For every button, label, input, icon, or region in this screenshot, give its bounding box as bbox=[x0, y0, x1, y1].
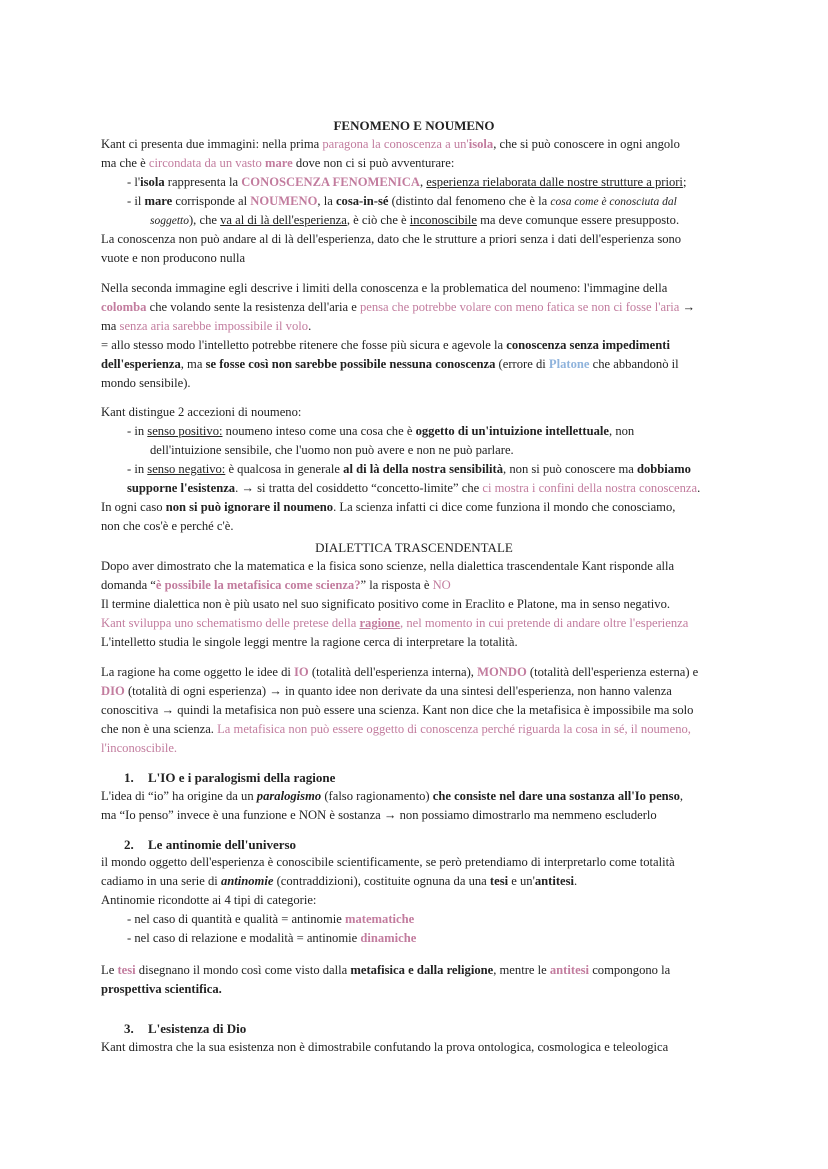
p6-line-1: Le tesi disegnano il mondo così come visto dalla metafisica e dalla religione, mentre le antitesi compongono la bbox=[101, 963, 671, 977]
p1-line-2: ma che è circondata da un vasto mare dove non ci si può avventurare: bbox=[101, 156, 455, 170]
p3-line-1: Kant distingue 2 accezioni di noumeno: bbox=[101, 405, 302, 419]
p1-line-7: vuote e non producono nulla bbox=[101, 251, 246, 265]
p3-line-6: In ogni caso non si può ignorare il noumeno. La scienza infatti ci dice come funziona il mondo che conosciamo, bbox=[101, 500, 676, 514]
p3-line-3: dell'intuizione sensibile, che l'uomo non può avere e non ne può parlare. bbox=[150, 443, 514, 457]
s2-line-4: - nel caso di quantità e qualità = antinomie matematiche bbox=[127, 912, 415, 926]
p2-line-1: Nella seconda immagine egli descrive i limiti della conoscenza e la problematica del noumeno: l'immagine della bbox=[101, 281, 668, 295]
p4-line-5: L'intelletto studia le singole leggi mentre la ragione cerca di interpretare la totalità. bbox=[101, 635, 518, 649]
title-dialettica: DIALETTICA TRASCENDENTALE bbox=[315, 540, 513, 555]
p4-line-1: Dopo aver dimostrato che la matematica e la fisica sono scienze, nella dialettica trascendentale Kant risponde alla bbox=[101, 559, 675, 573]
p5-line-4: che non è una scienza. La metafisica non può essere oggetto di conoscenza perché riguarda la cosa in sé, il noumeno, bbox=[101, 722, 691, 736]
p3-line-5: supporne l'esistenza. → si tratta del cosiddetto “concetto-limite” che ci mostra i confini della nostra conoscenza. bbox=[127, 481, 701, 495]
p2-line-5: dell'esperienza, ma se fosse così non sarebbe possibile nessuna conoscenza (errore di Platone che abbandonò il bbox=[101, 357, 679, 371]
p3-line-2: - in senso positivo: noumeno inteso come una cosa che è oggetto di un'intuizione intellettuale, non bbox=[127, 424, 635, 438]
p2-line-3: ma senza aria sarebbe impossibile il volo. bbox=[101, 319, 312, 333]
title-fenomeno-noumeno: FENOMENO E NOUMENO bbox=[333, 118, 495, 133]
p3-line-4: - in senso negativo: è qualcosa in generale al di là della nostra sensibilità, non si può conoscere ma dobbiamo bbox=[127, 462, 691, 476]
p1-line-5: soggetto), che va al di là dell'esperienza, è ciò che è inconoscibile ma deve comunque essere presupposto. bbox=[150, 213, 680, 227]
p1-line-6: La conoscenza non può andare al di là dell'esperienza, dato che le strutture a priori senza i dati dell'esperienza sono bbox=[101, 232, 682, 246]
s2-line-3: Antinomie ricondotte ai 4 tipi di categorie: bbox=[101, 893, 317, 907]
section-3-heading: 3. L'esistenza di Dio bbox=[124, 1021, 247, 1036]
s3-line-1: Kant dimostra che la sua esistenza non è dimostrabile confutando la prova ontologica, cosmologica e teleologica bbox=[101, 1040, 669, 1054]
p4-line-3: Il termine dialettica non è più usato nel suo significato positivo come in Eraclito e Platone, ma in senso negativo. bbox=[101, 597, 671, 611]
p6-line-2: prospettiva scientifica. bbox=[101, 982, 222, 996]
section-2-heading: 2. Le antinomie dell'universo bbox=[124, 837, 297, 852]
p5-line-5: l'inconoscibile. bbox=[101, 741, 178, 755]
p2-line-2: colomba che volando sente la resistenza dell'aria e pensa che potrebbe volare con meno fatica se non ci fosse l'aria → bbox=[101, 300, 696, 314]
p4-line-2: domanda “è possibile la metafisica come scienza?” la risposta è NO bbox=[101, 578, 451, 592]
p1-line-1: Kant ci presenta due immagini: nella prima paragona la conoscenza a un'isola, che si può conoscere in ogni angolo bbox=[101, 137, 680, 151]
s2-line-1: il mondo oggetto dell'esperienza è conoscibile scientificamente, se però pretendiamo di interpretarlo come totalità bbox=[101, 855, 675, 869]
p1-line-4: - il mare corrisponde al NOUMENO, la cosa-in-sé (distinto dal fenomeno che è la cosa come è conosciuta dal bbox=[127, 194, 677, 208]
s2-line-2: cadiamo in una serie di antinomie (contraddizioni), costituite ognuna da una tesi e un'antitesi. bbox=[101, 874, 578, 888]
p2-line-6: mondo sensibile). bbox=[101, 376, 191, 390]
section-1-heading: 1. L'IO e i paralogismi della ragione bbox=[124, 770, 336, 785]
s1-line-1: L'idea di “io” ha origine da un paralogismo (falso ragionamento) che consiste nel dare una sostanza all'Io penso, bbox=[101, 789, 684, 803]
p2-line-4: = allo stesso modo l'intelletto potrebbe ritenere che fosse più sicura e agevole la conoscenza senza impedimenti bbox=[101, 338, 670, 352]
p5-line-2: DIO (totalità di ogni esperienza) → in quanto idee non derivate da una sintesi dell'esperienza, non hanno valenza bbox=[101, 684, 672, 698]
p1-line-3: - l'isola rappresenta la CONOSCENZA FENOMENICA, esperienza rielaborata dalle nostre strutture a priori; bbox=[127, 175, 687, 189]
s2-line-5: - nel caso di relazione e modalità = antinomie dinamiche bbox=[127, 931, 417, 945]
p3-line-7: non che cos'è e perché c'è. bbox=[101, 519, 234, 533]
s1-line-2: ma “Io penso” invece è una funzione e NON è sostanza → non possiamo dimostrarlo ma nemmeno escluderlo bbox=[101, 808, 657, 822]
p5-line-3: conoscitiva → quindi la metafisica non può essere una scienza. Kant non dice che la metafisica è impossibile ma solo bbox=[101, 703, 694, 717]
p5-line-1: La ragione ha come oggetto le idee di IO (totalità dell'esperienza interna), MONDO (totalità dell'esperienza esterna) e bbox=[101, 665, 699, 679]
p4-line-4: Kant sviluppa uno schematismo delle pretese della ragione, nel momento in cui pretende di andare oltre l'esperienza bbox=[101, 616, 689, 630]
